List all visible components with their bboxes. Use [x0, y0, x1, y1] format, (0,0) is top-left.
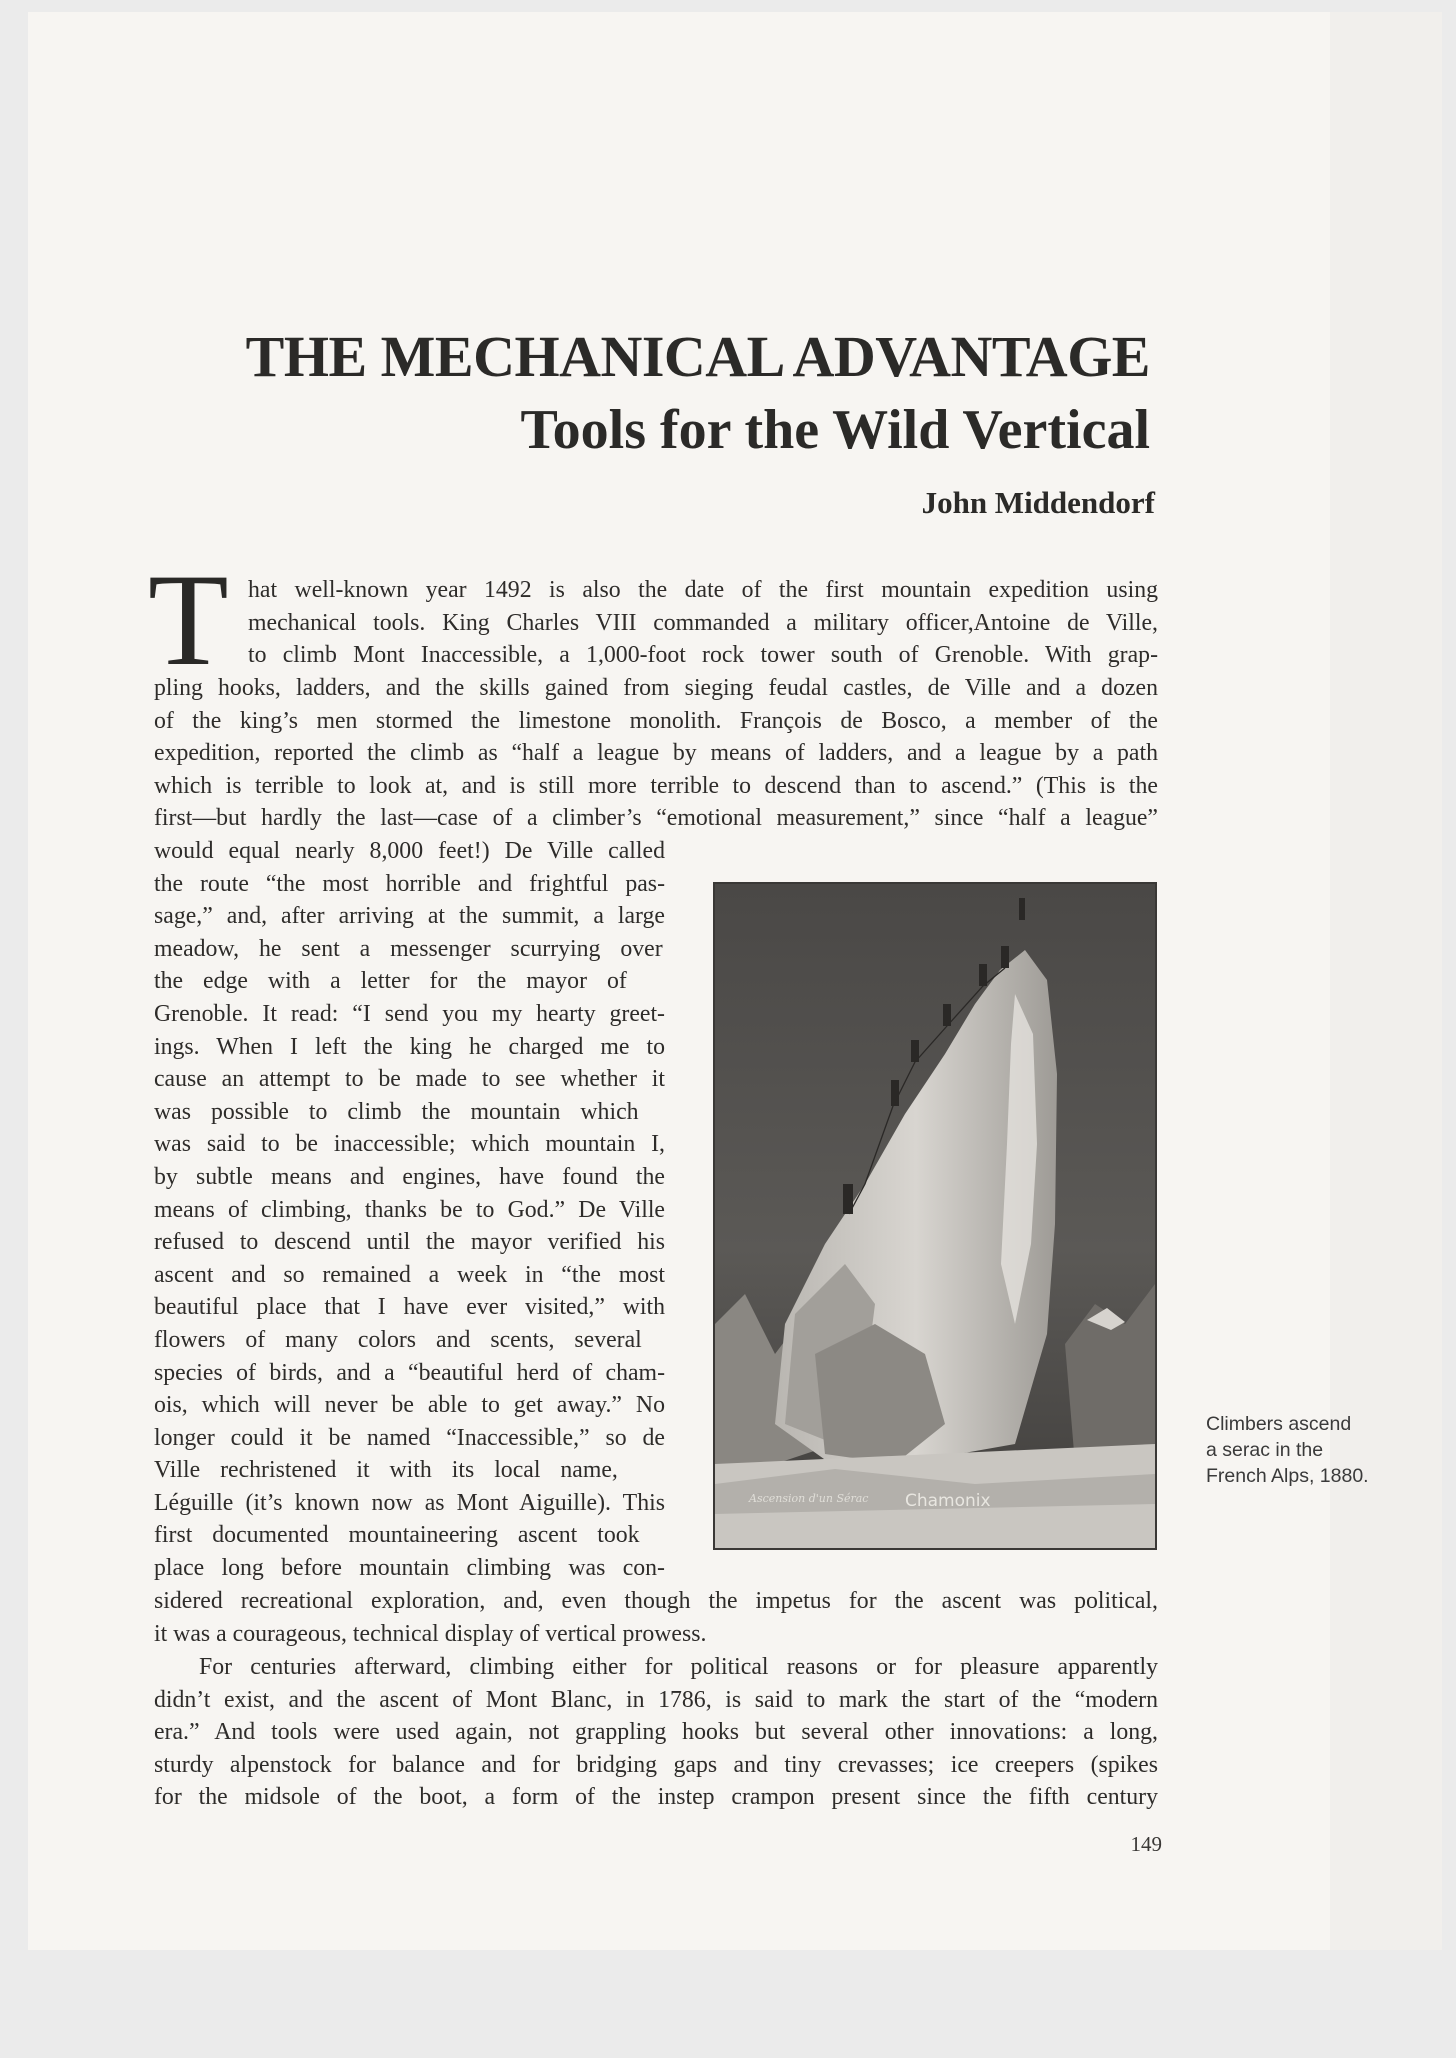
text-line: sage,” and, after arriving at the summit, a large — [154, 903, 665, 930]
text-line: species of birds, and a “beautiful herd of cham- — [154, 1359, 665, 1386]
text-line: first documented mountaineering ascent took — [154, 1522, 640, 1549]
text-line: which is terrible to look at, and is still more terrible to descend than to ascend.” (This is the — [154, 772, 1158, 799]
caption-line: a serac in the — [1206, 1439, 1324, 1461]
text-line: ois, which will never be able to get away.” No — [154, 1392, 665, 1419]
article-title: THE MECHANICAL ADVANTAGE — [245, 324, 1150, 389]
text-line: era.” And tools were used again, not grappling hooks but several other innovations: a long, — [154, 1719, 1158, 1746]
text-line: ings. When I left the king he charged me to — [154, 1033, 665, 1060]
narrow-column-lines — [154, 835, 665, 1585]
text-line: by subtle means and engines, have found the — [154, 1163, 665, 1190]
caption-line: French Alps, 1880. — [1206, 1465, 1369, 1487]
text-line: Ville rechristened it with its local name, — [154, 1457, 618, 1484]
text-line: beautiful place that I have ever visited,” with — [154, 1294, 665, 1321]
text-line: longer could it be named “Inaccessible,” so de — [154, 1424, 665, 1451]
serac-climbers-illustration — [715, 884, 1155, 1548]
text-line: didn’t exist, and the ascent of Mont Blanc, in 1786, is said to mark the start of the “modern — [154, 1686, 1158, 1713]
text-line: the route “the most horrible and frightful pas- — [154, 870, 665, 897]
text-line: to climb Mont Inaccessible, a 1,000-foot rock tower south of Grenoble. With grap- — [248, 642, 1158, 669]
drop-cap: T — [148, 546, 229, 693]
page-number: 149 — [1130, 1832, 1162, 1856]
text-line: was possible to climb the mountain which — [154, 1098, 639, 1125]
photo-label-left: Ascension d'un Sérac — [749, 1492, 869, 1505]
caption-line: Climbers ascend — [1206, 1413, 1352, 1435]
text-line: place long before mountain climbing was con- — [154, 1555, 665, 1582]
article-subtitle: Tools for the Wild Vertical — [520, 399, 1150, 461]
text-line: sturdy alpenstock for balance and for bridging gaps and tiny crevasses; ice creepers (spikes — [154, 1751, 1158, 1778]
closing-lines — [154, 1585, 1158, 1650]
text-line: of the king’s men stormed the limestone monolith. François de Bosco, a member of the — [154, 707, 1158, 734]
text-line: was said to be inaccessible; which mountain I, — [154, 1131, 665, 1158]
historical-photo — [713, 882, 1157, 1550]
photo-label-right: Chamonix — [905, 1491, 991, 1511]
text-line: means of climbing, thanks be to God.” De Ville — [154, 1196, 665, 1223]
figure-caption — [1206, 1411, 1406, 1489]
text-line: hat well-known year 1492 is also the date of the first mountain expedition using — [248, 577, 1158, 603]
page-edge-shadow — [1330, 12, 1442, 1950]
text-line: flowers of many colors and scents, several — [154, 1326, 642, 1353]
text-line: meadow, he sent a messenger scurrying over — [154, 935, 663, 962]
text-line: it was a courageous, technical display of vertical prowess. — [154, 1620, 707, 1647]
text-line: pling hooks, ladders, and the skills gained from sieging feudal castles, de Ville and a dozen — [154, 675, 1158, 701]
text-line: cause an attempt to be made to see whether it — [154, 1066, 665, 1093]
text-line: Léguille (it’s known now as Mont Aiguille). This — [154, 1489, 665, 1516]
full-width-lines — [154, 672, 1158, 835]
text-line: mechanical tools. King Charles VIII commanded a military officer,Antoine de Ville, — [248, 609, 1158, 636]
text-line: For centuries afterward, climbing either for political reasons or for pleasure apparently — [199, 1654, 1158, 1680]
text-line: first—but hardly the last—case of a climber’s “emotional measurement,” since “half a league” — [154, 805, 1158, 832]
intro-lines — [248, 574, 1158, 672]
text-line: for the midsole of the boot, a form of the instep crampon present since the fifth century — [154, 1784, 1158, 1811]
second-paragraph — [154, 1651, 1158, 1814]
text-line: Grenoble. It read: “I send you my hearty greet- — [154, 1000, 665, 1027]
text-line: the edge with a letter for the mayor of — [154, 968, 627, 995]
text-line: ascent and so remained a week in “the most — [154, 1261, 665, 1288]
text-line: refused to descend until the mayor verified his — [154, 1229, 665, 1256]
text-line: sidered recreational exploration, and, even though the impetus for the ascent was political, — [154, 1588, 1158, 1614]
text-line: would equal nearly 8,000 feet!) De Ville called — [154, 838, 665, 864]
text-line: expedition, reported the climb as “half a league by means of ladders, and a league by a path — [154, 740, 1158, 767]
article-author: John Middendorf — [921, 485, 1155, 520]
